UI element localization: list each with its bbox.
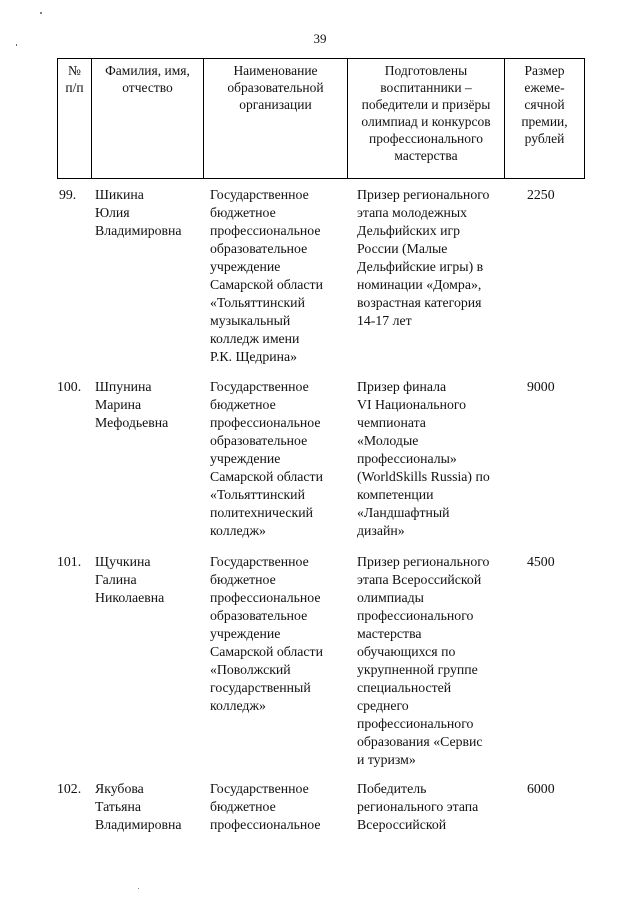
header-row	[58, 59, 585, 179]
header-number: № п/п	[58, 59, 92, 179]
row-achievement: Призер регионального этапа Всероссийской олимпиады профессионального мастерства обучающихся по укрупненной группе специальностей среднего профессионального образования «Сервис и туризм»	[357, 554, 490, 767]
row-prize: 9000	[527, 379, 555, 394]
first-name: Марина	[95, 397, 142, 412]
row-full-name	[95, 186, 207, 240]
first-name: Юлия	[95, 205, 130, 220]
scan-speck	[138, 888, 139, 889]
header-prize-amount: Размер ежеме- сячной премии, рублей	[505, 59, 585, 179]
patronymic: Мефодьевна	[95, 415, 169, 430]
table-header	[57, 58, 585, 179]
row-number: 99.	[59, 187, 77, 202]
row-prize: 6000	[527, 781, 555, 796]
patronymic: Владимировна	[95, 817, 182, 832]
row-organization: Государственное бюджетное профессиональное образовательное учреждение Самарской области «Поволжский государственный колледж»	[210, 554, 323, 713]
row-full-name	[95, 780, 207, 834]
first-name: Галина	[95, 572, 137, 587]
row-organization: Государственное бюджетное профессиональное образовательное учреждение Самарской области «Тольяттинский музыкальный колледж имени Р.К. Щедрина»	[210, 187, 323, 364]
header-full-name: Фамилия, имя, отчество	[92, 59, 204, 179]
scan-speck	[40, 12, 42, 14]
patronymic: Владимировна	[95, 223, 182, 238]
header-achievement: Подготовлены воспитанники – победители и призёры олимпиад и конкурсов профессионального мастерства	[348, 59, 505, 179]
row-prize: 2250	[527, 187, 555, 202]
first-name: Татьяна	[95, 799, 142, 814]
row-full-name	[95, 378, 207, 432]
row-achievement: Призер финала VI Национального чемпионата «Молодые профессионалы» (WorldSkills Russia) по компетенции «Ландшафтный дизайн»	[357, 379, 490, 538]
surname: Шикина	[95, 187, 144, 202]
row-full-name	[95, 553, 207, 607]
row-achievement: Победитель регионального этапа Всероссийской	[357, 781, 479, 832]
row-prize: 4500	[527, 554, 555, 569]
surname: Якубова	[95, 781, 144, 796]
row-achievement: Призер регионального этапа молодежных Дельфийских игр России (Малые Дельфийские игры) в номинации «Домра», возрастная категория 14-17 лет	[357, 187, 490, 328]
row-organization: Государственное бюджетное профессиональное образовательное учреждение Самарской области «Тольяттинский политехнический колледж»	[210, 379, 323, 538]
header-organization: Наименование образовательной организации	[204, 59, 348, 179]
row-number: 101.	[57, 554, 82, 569]
patronymic: Николаевна	[95, 590, 165, 605]
row-number: 100.	[57, 379, 82, 394]
row-number: 102.	[57, 781, 82, 796]
page-number: 39	[313, 31, 327, 46]
row-organization: Государственное бюджетное профессиональное	[210, 781, 321, 832]
surname: Шпунина	[95, 379, 152, 394]
surname: Щучкина	[95, 554, 151, 569]
